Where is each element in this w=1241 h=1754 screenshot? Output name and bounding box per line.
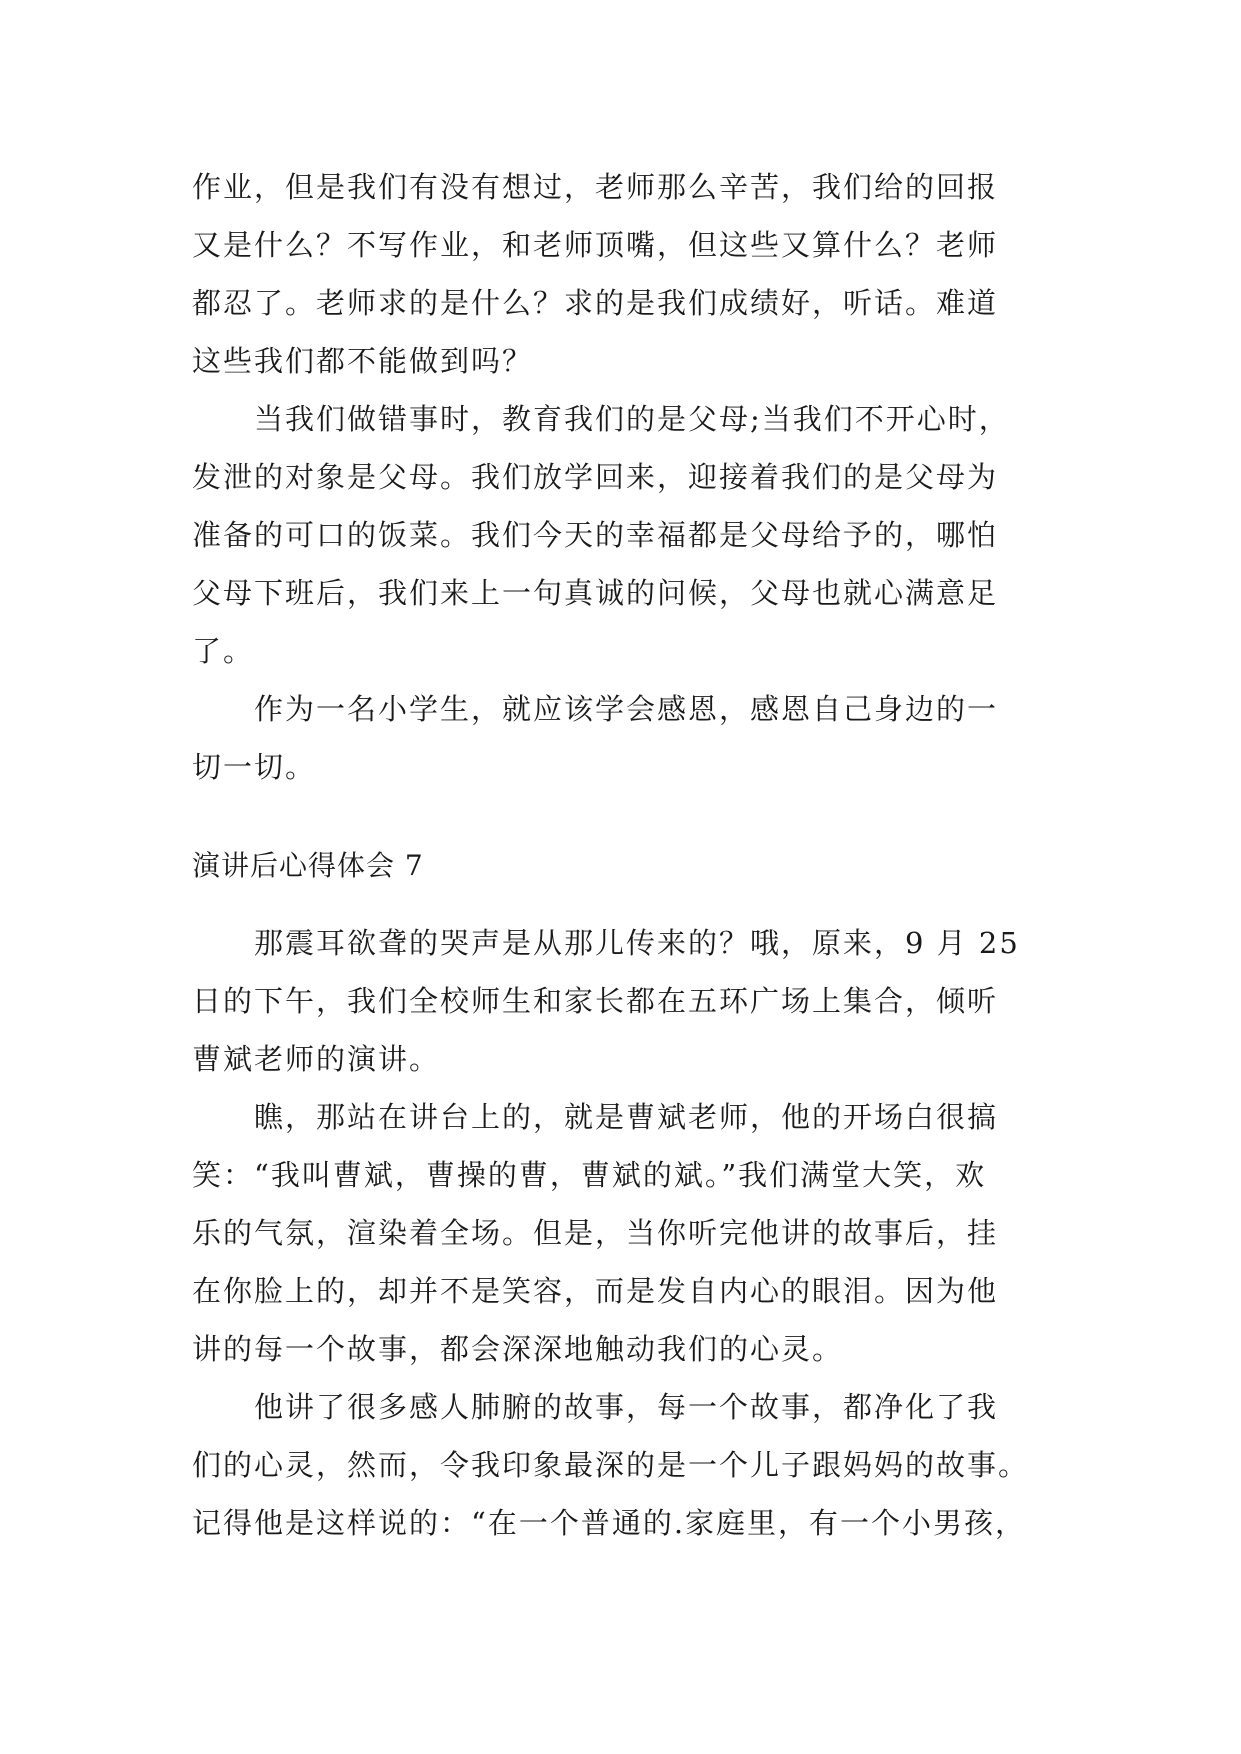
paragraph	[192, 158, 1049, 390]
text-line: 曹斌老师的演讲。	[192, 1042, 441, 1076]
text-line: 这些我们都不能做到吗？	[192, 344, 534, 378]
text-line: 作业，但是我们有没有想过，老师那么辛苦，我们给的回报	[192, 170, 999, 204]
text-line: 了。	[192, 634, 255, 668]
section-heading: 演讲后心得体会 7	[192, 849, 424, 882]
paragraph	[192, 1378, 1049, 1552]
text-line: 乐的气氛，渲染着全场。但是，当你听完他讲的故事后，挂	[192, 1216, 999, 1250]
text-line: 日的下午，我们全校师生和家长都在五环广场上集合，倾听	[192, 984, 999, 1018]
text-line: 作为一名小学生，就应该学会感恩，感恩自己身边的一	[254, 692, 999, 726]
text-line: 们的心灵，然而，令我印象最深的是一个儿子跟妈妈的故事。	[192, 1448, 1030, 1482]
paragraph	[192, 390, 1049, 680]
text-line: 当我们做错事时，教育我们的是父母;当我们不开心时，	[254, 402, 1010, 436]
text-line: 发泄的对象是父母。我们放学回来，迎接着我们的是父母为	[192, 460, 999, 494]
section-one-body	[192, 158, 1049, 796]
text-line: 瞧，那站在讲台上的，就是曹斌老师，他的开场白很搞	[254, 1100, 999, 1134]
text-line: 那震耳欲聋的哭声是从那儿传来的？哦，原来，9 月 25	[254, 926, 1020, 960]
paragraph	[192, 914, 1049, 1088]
text-line: 父母下班后，我们来上一句真诚的问候，父母也就心满意足	[192, 576, 999, 610]
text-line: 记得他是这样说的：“在一个普通的.家庭里，有一个小男孩，	[192, 1506, 1027, 1540]
text-line: 在你脸上的，却并不是笑容，而是发自内心的眼泪。因为他	[192, 1274, 999, 1308]
paragraph	[192, 1088, 1049, 1378]
section-two-body	[192, 914, 1049, 1552]
text-line: 讲的每一个故事，都会深深地触动我们的心灵。	[192, 1332, 844, 1366]
text-line: 又是什么？不写作业，和老师顶嘴，但这些又算什么？老师	[192, 228, 999, 262]
text-line: 都忍了。老师求的是什么？求的是我们成绩好，听话。难道	[192, 286, 999, 320]
text-line: 笑：“我叫曹斌，曹操的曹，曹斌的斌。”我们满堂大笑，欢	[192, 1158, 987, 1192]
text-line: 他讲了很多感人肺腑的故事，每一个故事，都净化了我	[254, 1390, 999, 1424]
text-line: 准备的可口的饭菜。我们今天的幸福都是父母给予的，哪怕	[192, 518, 999, 552]
text-line: 切一切。	[192, 750, 317, 784]
paragraph	[192, 680, 1049, 796]
